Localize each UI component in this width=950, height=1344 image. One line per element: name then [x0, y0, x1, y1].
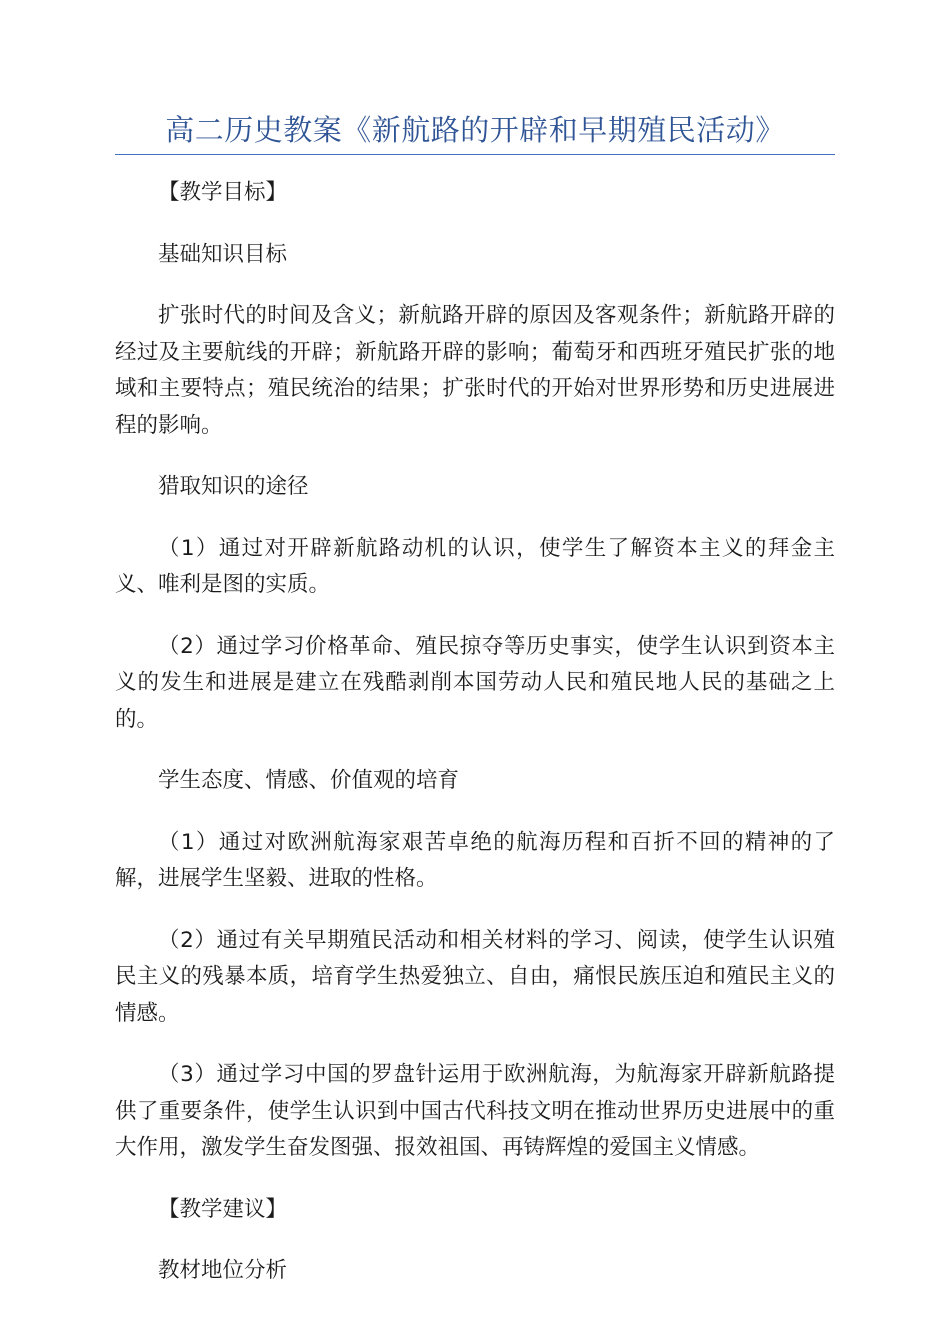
paragraph-attitude-1: （1）通过对欧洲航海家艰苦卓绝的航海历程和百折不回的精神的了解，进展学生坚毅、进取的性格。	[115, 829, 835, 891]
subheading-basic-knowledge: 基础知识目标	[158, 241, 288, 267]
paragraph-path-2: （2）通过学习价格革命、殖民掠夺等历史事实，使学生认识到资本主义的发生和进展是建立在残酷剥削本国劳动人民和殖民地人民的基础之上的。	[115, 633, 835, 732]
section-heading-objectives: 【教学目标】	[158, 180, 288, 205]
subheading-attitude: 学生态度、情感、价值观的培育	[158, 768, 460, 793]
subheading-knowledge-path: 猎取知识的途径	[158, 474, 309, 499]
paragraph-attitude-2: （2）通过有关早期殖民活动和相关材料的学习、阅读，使学生认识殖民主义的残暴本质，培育学生热爱独立、自由，痛恨民族压迫和殖民主义的情感。	[115, 927, 835, 1026]
subheading-textbook-analysis: 教材地位分析	[158, 1258, 288, 1283]
document-body	[115, 175, 835, 1315]
section-heading-suggestions: 【教学建议】	[158, 1196, 288, 1222]
paragraph-path-1: （1）通过对开辟新航路动机的认识，使学生了解资本主义的拜金主义、唯利是图的实质。	[115, 535, 835, 597]
document-title: 高二历史教案《新航路的开辟和早期殖民活动》	[165, 113, 785, 147]
paragraph-attitude-3: （3）通过学习中国的罗盘针运用于欧洲航海，为航海家开辟新航路提供了重要条件，使学生认识到中国古代科技文明在推动世界历史进展中的重大作用，激发学生奋发图强、报效祖国、再铸辉煌的爱国主义情感。	[115, 1062, 835, 1160]
title-underline	[115, 154, 835, 155]
paragraph-basic-knowledge: 扩张时代的时间及含义；新航路开辟的原因及客观条件；新航路开辟的经过及主要航线的开辟；新航路开辟的影响；葡萄牙和西班牙殖民扩张的地域和主要特点；殖民统治的结果；扩张时代的开始对世界形势和历史进展进程的影响。	[115, 303, 835, 438]
